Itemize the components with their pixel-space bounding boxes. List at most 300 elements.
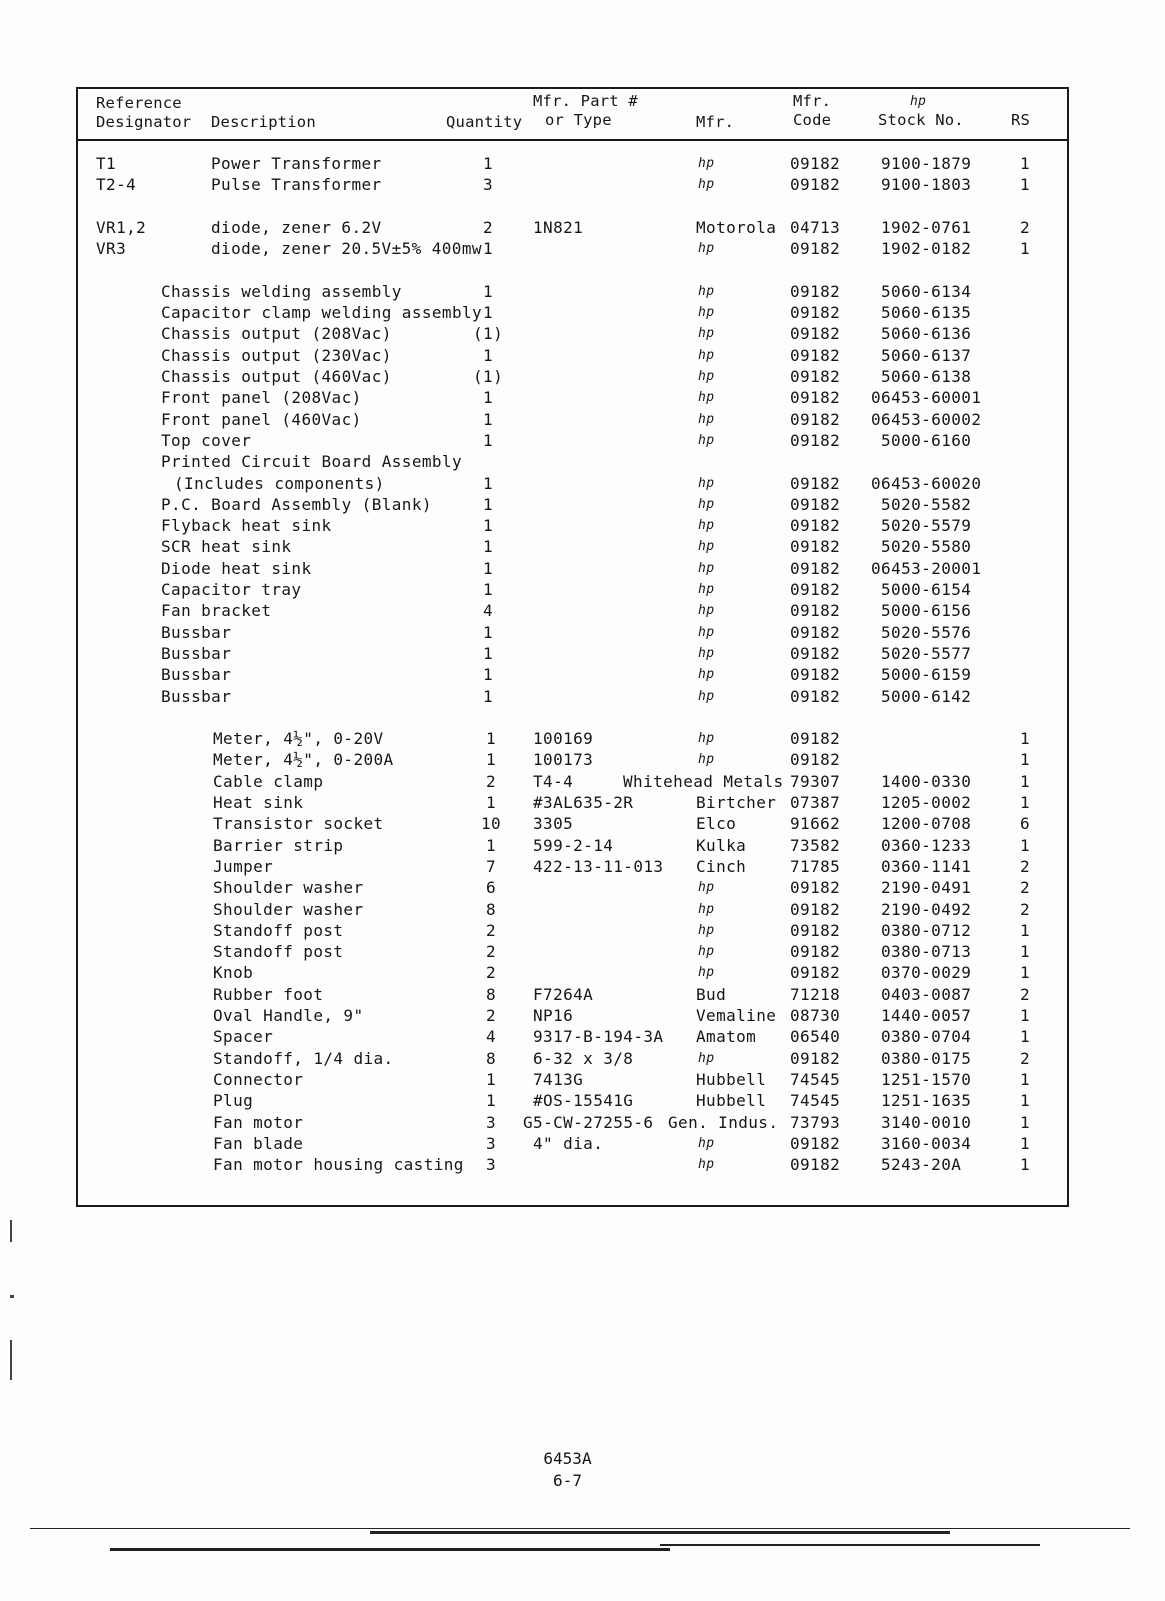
cell-desc: Connector [213,1069,304,1089]
cell-desc: Chassis output (230Vac) [161,345,392,365]
cell-code: 09182 [790,345,841,365]
cell-part: F7264A [533,984,594,1004]
table-row [78,175,79,176]
table-row [78,1113,79,1114]
header-rs: RS [1011,111,1031,129]
cell-qty: 2 [485,920,497,940]
cell-rs: 1 [1019,1133,1031,1153]
cell-stock: 1205-0002 [881,793,972,812]
cell-code: 09182 [790,1133,841,1153]
cell-code: 09182 [790,494,841,514]
table-row [78,452,79,453]
table-row [78,537,79,538]
cell-code: 09182 [790,942,841,962]
cell-stock: 1440-0057 [881,1006,972,1025]
cell-mfr: Elco [696,814,737,834]
table-row [78,985,79,986]
cell-part: NP16 [533,1006,574,1025]
cell-code: 73793 [790,1112,841,1132]
scan-artifact-line [660,1544,1040,1546]
cell-qty: 7 [485,856,497,876]
cell-qty: 3 [485,1155,497,1175]
table-row [78,410,79,411]
cell-mfr: Hubbell [696,1069,767,1089]
cell-stock: 0403-0087 [881,984,972,1004]
table-row [78,1027,79,1028]
cell-qty: 3 [485,1133,497,1153]
cell-qty: 1 [485,835,497,855]
cell-mfr: hp [698,305,715,321]
cell-qty: 1 [482,409,494,429]
cell-mfr: hp [698,369,715,384]
cell-desc: Bussbar [161,665,232,685]
cell-desc: Front panel (460Vac) [161,409,362,429]
cell-qty: (1) [473,367,504,386]
cell-qty: 1 [482,303,494,323]
page-footer [480,1448,655,1492]
cell-code: 09182 [790,1155,841,1175]
cell-desc: Plug [213,1091,254,1111]
table-row [78,729,79,730]
table-row [78,516,79,517]
cell-stock: 1902-0182 [881,239,972,259]
cell-part: 422-13-11-013 [533,856,664,876]
cell-desc: Rubber foot [213,984,324,1004]
table-row [78,580,79,581]
cell-part: G5-CW-27255-6 [523,1112,654,1132]
cell-mfr: hp [698,752,715,768]
cell-desc: (Includes components) [174,473,385,493]
table-row [78,303,79,304]
cell-qty: 1 [482,430,494,450]
cell-qty: 8 [485,899,497,919]
cell-stock: 2190-0491 [881,878,972,898]
cell-mfr: hp [698,688,715,704]
cell-mfr: Motorola [696,217,777,237]
cell-mfr: Birtcher [696,793,777,812]
parts-list-table [76,87,1069,1207]
cell-stock: 5060-6137 [881,345,972,365]
table-row [78,1049,79,1050]
cell-desc: P.C. Board Assembly (Blank) [161,494,432,514]
cell-code: 09182 [790,1048,841,1068]
cell-qty: 1 [482,239,494,259]
table-row [78,495,79,496]
scan-artifact-line [110,1548,670,1551]
cell-stock: 0380-0713 [881,942,972,962]
cell-rs: 1 [1019,154,1031,173]
cell-mfr: Bud [696,984,727,1004]
header-mfr: Mfr. [696,113,735,131]
cell-desc: Meter, 4½", 0-200A [213,750,394,770]
cell-stock: 5000-6142 [881,686,972,706]
cell-desc: Meter, 4½", 0-20V [213,729,384,749]
table-row [78,1091,79,1092]
cell-qty: 1 [485,1069,497,1089]
cell-qty: 8 [485,1048,497,1068]
cell-mfr: hp [698,432,715,448]
cell-desc: Fan bracket [161,601,272,621]
cell-qty: 4 [485,1027,497,1047]
cell-qty: 1 [485,729,497,749]
cell-code: 09182 [790,750,841,770]
cell-rs: 1 [1019,1069,1031,1089]
scan-artifact-line [30,1528,1130,1529]
cell-qty: 1 [482,281,494,301]
cell-rs: 1 [1019,1091,1031,1111]
cell-desc: Fan motor [213,1112,304,1132]
table-row [78,772,79,773]
cell-mfr: hp [698,922,715,938]
table-row [78,324,79,325]
cell-qty: 1 [482,516,494,536]
cell-mfr: hp [698,582,715,597]
table-row [78,644,79,645]
cell-stock: 9100-1803 [881,175,972,195]
cell-stock: 5020-5577 [881,643,972,663]
table-row [78,687,79,688]
cell-desc: SCR heat sink [161,537,292,557]
cell-code: 09182 [790,558,841,578]
cell-code: 74545 [790,1091,841,1111]
cell-desc: Shoulder washer [213,878,364,898]
cell-desc: Standoff post [213,920,344,940]
cell-mfr: hp [698,475,715,491]
cell-code: 09182 [790,899,841,919]
cell-stock: 1400-0330 [881,771,972,791]
cell-stock: 1200-0708 [881,814,972,834]
cell-stock: 3140-0010 [881,1112,972,1132]
cell-stock: 5020-5582 [881,494,972,514]
cell-rs: 2 [1019,899,1031,919]
cell-mfr: Cinch [696,856,747,876]
cell-stock: 0360-1141 [881,856,972,876]
cell-qty: 1 [482,494,494,514]
cell-stock: 5243-20A [881,1155,962,1175]
header-description: Description [211,113,316,131]
cell-stock: 06453-60020 [871,473,982,493]
cell-code: 09182 [790,601,841,621]
cell-stock: 5020-5576 [881,622,972,642]
cell-rs: 1 [1019,175,1031,195]
cell-stock: 5060-6136 [881,324,972,344]
cell-stock: 5060-6134 [881,281,972,301]
header-ref: Reference Designator [96,94,192,131]
cell-qty: 1 [485,750,497,770]
cell-stock: 5000-6154 [881,580,972,599]
cell-part: 100173 [533,750,594,770]
cell-rs: 1 [1019,963,1031,983]
cell-desc: Capacitor clamp welding assembly [161,303,483,323]
cell-desc: Shoulder washer [213,899,364,919]
cell-qty: 1 [482,665,494,685]
cell-code: 09182 [790,388,841,408]
cell-part: 3305 [533,814,574,834]
scan-speck [10,1340,12,1380]
cell-code: 71218 [790,984,841,1004]
cell-desc: diode, zener 20.5V±5% 400mw [211,239,482,259]
cell-mfr: hp [698,1050,715,1066]
scan-artifact-line [370,1531,950,1534]
cell-mfr: Gen. Indus. [668,1112,779,1132]
header-rule [78,139,1067,141]
cell-code: 09182 [790,686,841,706]
cell-qty: 1 [482,154,494,173]
cell-qty: 1 [482,643,494,663]
table-row [78,900,79,901]
cell-part: #3AL635-2R [533,793,634,812]
cell-mfr: hp [698,944,715,960]
cell-qty: 1 [482,345,494,365]
cell-part: T4-4 [533,771,574,791]
cell-stock: 1902-0761 [881,217,972,237]
cell-mfr: Whitehead Metals [623,771,784,791]
table-row [78,1070,79,1071]
cell-mfr: Hubbell [696,1091,767,1111]
cell-ref: T1 [96,154,117,173]
cell-qty: 2 [485,963,497,983]
cell-rs: 2 [1019,878,1031,898]
cell-desc: Diode heat sink [161,558,312,578]
table-row [78,814,79,815]
table-row [78,218,79,219]
model-number: 6453A [543,1449,592,1468]
cell-mfr: Vemaline [696,1006,777,1025]
cell-stock: 0380-0175 [881,1048,972,1068]
table-row [78,836,79,837]
cell-code: 09182 [790,537,841,557]
cell-rs: 1 [1019,942,1031,962]
cell-rs: 2 [1019,1048,1031,1068]
page-number: 6-7 [553,1471,582,1490]
cell-desc: Transistor socket [213,814,384,834]
cell-code: 06540 [790,1027,841,1047]
cell-ref: VR3 [96,239,127,259]
cell-qty: (1) [473,324,504,344]
cell-desc: Fan blade [213,1133,304,1153]
cell-desc: Oval Handle, 9" [213,1006,364,1025]
cell-part: 100169 [533,729,594,749]
cell-stock: 3160-0034 [881,1133,972,1153]
table-row [78,154,79,155]
cell-rs: 1 [1019,729,1031,749]
table-row [78,793,79,794]
cell-code: 09182 [790,516,841,536]
table-row [78,601,79,602]
cell-code: 09182 [790,324,841,344]
cell-desc: Power Transformer [211,154,382,173]
cell-desc: Front panel (208Vac) [161,388,362,408]
cell-mfr: Kulka [696,835,747,855]
cell-stock: 0380-0712 [881,920,972,940]
cell-part: 4" dia. [533,1133,604,1153]
cell-mfr: hp [698,624,715,640]
cell-qty: 2 [482,217,494,237]
scan-speck [10,1220,12,1242]
cell-stock: 5000-6160 [881,430,972,450]
cell-rs: 1 [1019,1112,1031,1132]
cell-qty: 1 [482,388,494,408]
cell-qty: 2 [485,942,497,962]
table-row [78,665,79,666]
cell-rs: 1 [1019,1006,1031,1025]
scan-speck [10,1295,14,1298]
cell-rs: 2 [1019,217,1031,237]
header-stock: hp Stock No. [878,94,964,129]
cell-code: 09182 [790,963,841,983]
cell-code: 09182 [790,409,841,429]
cell-part: 1N821 [533,217,584,237]
cell-desc: Standoff, 1/4 dia. [213,1048,394,1068]
cell-mfr: hp [698,390,715,406]
cell-qty: 1 [482,473,494,493]
cell-desc: Bussbar [161,643,232,663]
cell-desc: Fan motor housing casting [213,1155,464,1175]
cell-mfr: hp [698,347,715,363]
cell-code: 73582 [790,835,841,855]
header-part: Mfr. Part # or Type [533,92,638,129]
cell-code: 09182 [790,303,841,323]
cell-rs: 6 [1019,814,1031,834]
cell-desc: Cable clamp [213,771,324,791]
cell-rs: 1 [1019,750,1031,770]
cell-stock: 1251-1570 [881,1069,972,1089]
cell-mfr: hp [698,731,715,747]
cell-rs: 1 [1019,239,1031,259]
table-row [78,623,79,624]
cell-qty: 10 [480,814,502,834]
cell-qty: 1 [482,622,494,642]
cell-desc: Standoff post [213,942,344,962]
cell-mfr: hp [698,241,715,257]
table-row [78,878,79,879]
cell-code: 09182 [790,580,841,599]
cell-stock: 2190-0492 [881,899,972,919]
cell-desc: Spacer [213,1027,274,1047]
cell-desc: Printed Circuit Board Assembly [161,452,462,472]
cell-stock: 5000-6159 [881,665,972,685]
cell-stock: 5020-5579 [881,516,972,536]
cell-mfr: hp [698,603,715,619]
cell-part: 7413G [533,1069,584,1089]
cell-mfr: hp [698,560,715,576]
cell-rs: 2 [1019,856,1031,876]
cell-code: 09182 [790,643,841,663]
cell-stock: 9100-1879 [881,154,972,173]
cell-code: 09182 [790,729,841,749]
cell-rs: 1 [1019,1027,1031,1047]
cell-qty: 2 [485,1006,497,1025]
cell-mfr: hp [698,901,715,917]
cell-qty: 6 [485,878,497,898]
header-quantity: Quantity [446,113,523,131]
header-code: Mfr. Code [793,92,832,129]
table-row [78,239,79,240]
cell-stock: 0360-1233 [881,835,972,855]
cell-part: #OS-15541G [533,1091,634,1111]
cell-stock: 06453-60002 [871,409,982,429]
cell-stock: 5000-6156 [881,601,972,621]
cell-qty: 1 [482,686,494,706]
cell-mfr: Amatom [696,1027,757,1047]
cell-rs: 1 [1019,1155,1031,1175]
cell-code: 09182 [790,430,841,450]
cell-stock: 0370-0029 [881,963,972,983]
cell-desc: Pulse Transformer [211,175,382,195]
cell-rs: 1 [1019,793,1031,812]
cell-desc: Chassis output (460Vac) [161,367,392,386]
cell-mfr: hp [698,496,715,512]
cell-rs: 1 [1019,771,1031,791]
table-row [78,559,79,560]
table-row [78,1006,79,1007]
cell-code: 09182 [790,367,841,386]
table-row [78,942,79,943]
table-row [78,921,79,922]
cell-desc: Capacitor tray [161,580,302,599]
cell-qty: 1 [482,558,494,578]
cell-code: 09182 [790,473,841,493]
cell-mfr: hp [698,177,715,193]
cell-part: 6-32 x 3/8 [533,1048,634,1068]
cell-code: 09182 [790,175,841,195]
cell-qty: 3 [482,175,494,195]
cell-code: 79307 [790,771,841,791]
cell-mfr: hp [698,156,715,171]
cell-desc: Flyback heat sink [161,516,332,536]
cell-qty: 1 [482,537,494,557]
cell-qty: 1 [485,793,497,812]
cell-desc: Knob [213,963,254,983]
cell-code: 91662 [790,814,841,834]
cell-code: 09182 [790,154,841,173]
cell-part: 9317-B-194-3A [533,1027,664,1047]
table-row [78,282,79,283]
cell-ref: VR1,2 [96,217,147,237]
cell-stock: 5060-6138 [881,367,972,386]
cell-desc: Jumper [213,856,274,876]
cell-mfr: hp [698,1157,715,1173]
cell-desc: Barrier strip [213,835,344,855]
table-row [78,750,79,751]
cell-stock: 06453-20001 [871,558,982,578]
cell-mfr: hp [698,667,715,683]
cell-rs: 1 [1019,835,1031,855]
cell-desc: Chassis welding assembly [161,281,402,301]
cell-code: 09182 [790,878,841,898]
cell-code: 09182 [790,281,841,301]
cell-rs: 1 [1019,920,1031,940]
cell-mfr: hp [698,645,715,661]
cell-stock: 5020-5580 [881,537,972,557]
cell-code: 07387 [790,793,841,812]
cell-mfr: hp [698,880,715,896]
cell-stock: 5060-6135 [881,303,972,323]
cell-desc: Top cover [161,430,252,450]
cell-stock: 06453-60001 [871,388,982,408]
cell-desc: Bussbar [161,686,232,706]
cell-stock: 0380-0704 [881,1027,972,1047]
cell-qty: 2 [485,771,497,791]
table-row [78,431,79,432]
cell-part: 599-2-14 [533,835,614,855]
cell-rs: 2 [1019,984,1031,1004]
cell-code: 09182 [790,622,841,642]
table-row [78,857,79,858]
cell-mfr: hp [698,518,715,534]
cell-ref: T2-4 [96,175,137,195]
table-row [78,367,79,368]
